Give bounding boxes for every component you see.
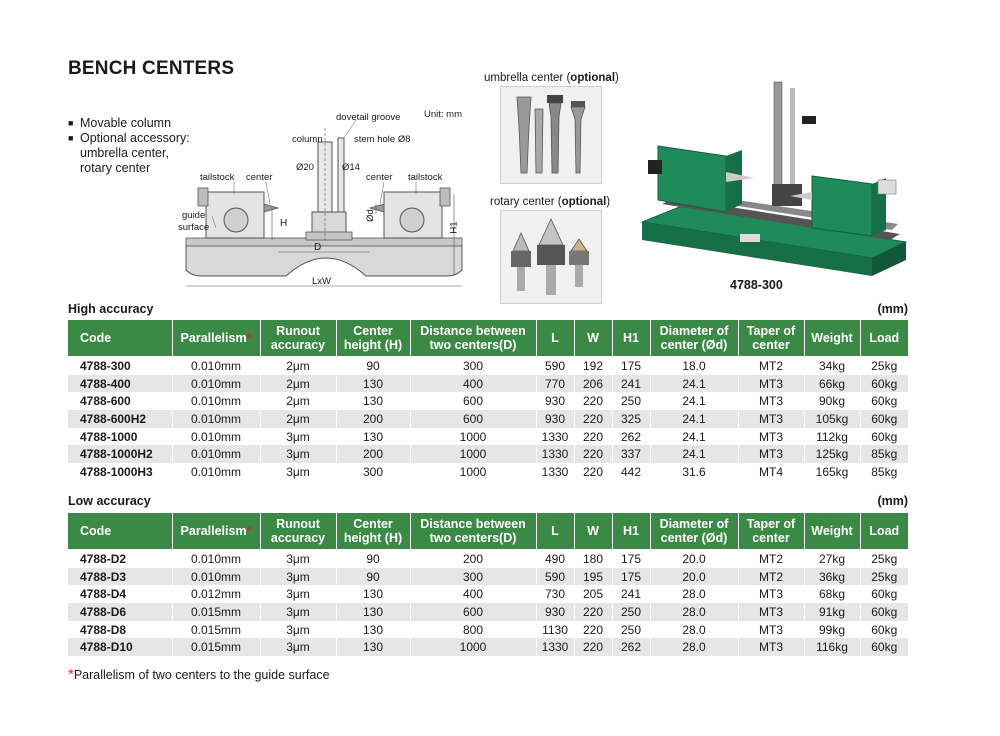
label-text: center (Ød) <box>660 338 728 352</box>
table-cell: 250 <box>612 603 650 621</box>
model-code-cell: 4788-D2 <box>68 550 172 568</box>
label-phi14: Ø14 <box>342 162 360 173</box>
table-cell: 130 <box>336 375 410 393</box>
table-cell: 85kg <box>860 463 908 481</box>
header-L: L <box>536 320 574 357</box>
table-cell: 24.1 <box>650 428 738 446</box>
table-cell: 165kg <box>804 463 860 481</box>
table-cell: MT2 <box>738 357 804 375</box>
label-surface: surface <box>178 222 210 233</box>
header-runout <box>260 513 336 550</box>
table-cell: 0.015mm <box>172 603 260 621</box>
table-cell: 91kg <box>804 603 860 621</box>
table-row <box>68 638 908 656</box>
table-cell: 24.1 <box>650 410 738 428</box>
model-code-cell: 4788-600 <box>68 392 172 410</box>
high-accuracy-table <box>68 320 908 481</box>
header-taper <box>738 320 804 357</box>
label-text: Distance between <box>420 324 526 338</box>
label-text: Parallelism <box>180 331 247 345</box>
table-cell: 175 <box>612 568 650 586</box>
table-cell: 250 <box>612 392 650 410</box>
table-cell: 0.010mm <box>172 445 260 463</box>
table-cell: 90kg <box>804 392 860 410</box>
table-cell: 220 <box>574 392 612 410</box>
header-diameter <box>650 513 738 550</box>
table-cell: 60kg <box>860 428 908 446</box>
table-cell: 3μm <box>260 603 336 621</box>
label-text: height (H) <box>343 338 403 352</box>
table-cell: 0.010mm <box>172 550 260 568</box>
header-load: Load <box>860 320 908 357</box>
label-dovetail: dovetail groove <box>336 112 401 123</box>
table-cell: 300 <box>336 463 410 481</box>
bench-center-diagram <box>176 108 472 298</box>
feature-list <box>68 116 190 176</box>
label-text: optional <box>570 72 616 84</box>
model-code-cell: 4788-1000H3 <box>68 463 172 481</box>
model-code-cell: 4788-400 <box>68 375 172 393</box>
header-distance <box>410 513 536 550</box>
label-text: optional <box>561 196 607 208</box>
table-cell: 262 <box>612 638 650 656</box>
table-cell: 0.010mm <box>172 357 260 375</box>
table-cell: 27kg <box>804 550 860 568</box>
label-text: Taper of <box>746 324 796 338</box>
header-center-height <box>336 320 410 357</box>
table-cell: 241 <box>612 375 650 393</box>
table-cell: 60kg <box>860 410 908 428</box>
table-cell: 0.010mm <box>172 428 260 446</box>
label-H: H <box>280 218 288 229</box>
model-code-cell: 4788-D4 <box>68 585 172 603</box>
product-model-caption: 4788-300 <box>730 278 783 292</box>
table-row <box>68 550 908 568</box>
table-cell: 200 <box>410 550 536 568</box>
table-cell: 28.0 <box>650 638 738 656</box>
table-row <box>68 621 908 639</box>
table-cell: 1330 <box>536 463 574 481</box>
table-cell: 300 <box>410 568 536 586</box>
table-cell: 600 <box>410 392 536 410</box>
table-cell: 28.0 <box>650 621 738 639</box>
label-text: Parallelism <box>180 524 247 538</box>
table-cell: 0.015mm <box>172 638 260 656</box>
table-cell: 1130 <box>536 621 574 639</box>
table-cell: 0.015mm <box>172 621 260 639</box>
table-cell: 930 <box>536 410 574 428</box>
table-cell: 205 <box>574 585 612 603</box>
table-cell: 590 <box>536 568 574 586</box>
table-cell: 0.010mm <box>172 568 260 586</box>
table-cell: 220 <box>574 603 612 621</box>
header-diameter <box>650 320 738 357</box>
table-cell: 220 <box>574 428 612 446</box>
header-code: Code <box>68 320 172 357</box>
table-cell: 112kg <box>804 428 860 446</box>
header-weight: Weight <box>804 320 860 357</box>
table-cell: MT3 <box>738 428 804 446</box>
table-cell: 206 <box>574 375 612 393</box>
table-cell: 130 <box>336 585 410 603</box>
feature-item <box>68 131 190 146</box>
table-cell: MT2 <box>738 568 804 586</box>
table-cell: 220 <box>574 410 612 428</box>
table-row <box>68 357 908 375</box>
model-code-cell: 4788-600H2 <box>68 410 172 428</box>
table-cell: 0.010mm <box>172 410 260 428</box>
label-D: D <box>314 242 322 253</box>
page-title: BENCH CENTERS <box>68 58 235 79</box>
label-text: Diameter of <box>659 324 729 338</box>
table-cell: 195 <box>574 568 612 586</box>
header-H1: H1 <box>612 513 650 550</box>
table-cell: 300 <box>410 357 536 375</box>
asterisk-icon: * <box>68 666 74 683</box>
label-center-left: center <box>246 172 273 183</box>
table-cell: 180 <box>574 550 612 568</box>
label-text: Center <box>353 517 393 531</box>
table-cell: 60kg <box>860 638 908 656</box>
table-cell: MT3 <box>738 585 804 603</box>
model-code-cell: 4788-D3 <box>68 568 172 586</box>
diagram-unit: Unit: mm <box>424 109 462 120</box>
table-cell: 60kg <box>860 603 908 621</box>
table-cell: 2μm <box>260 357 336 375</box>
table-cell: MT3 <box>738 445 804 463</box>
table-cell: 90 <box>336 357 410 375</box>
table-cell: 3μm <box>260 638 336 656</box>
table-cell: MT3 <box>738 392 804 410</box>
high-accuracy-title: High accuracy <box>68 302 154 316</box>
label-d: Ød <box>364 209 376 222</box>
table-row <box>68 463 908 481</box>
table-cell: 60kg <box>860 392 908 410</box>
table-cell: 337 <box>612 445 650 463</box>
table-cell: 24.1 <box>650 375 738 393</box>
table-cell: 60kg <box>860 375 908 393</box>
table-cell: 175 <box>612 550 650 568</box>
label-text: center (Ød) <box>660 531 728 545</box>
table-cell: 28.0 <box>650 603 738 621</box>
label-text: Center <box>353 324 393 338</box>
table-cell: 1330 <box>536 638 574 656</box>
model-code-cell: 4788-1000 <box>68 428 172 446</box>
table-cell: 28.0 <box>650 585 738 603</box>
label-text: * <box>246 331 252 345</box>
table-cell: 24.1 <box>650 392 738 410</box>
table-cell: 3μm <box>260 463 336 481</box>
table-cell: 200 <box>336 410 410 428</box>
table-cell: 31.6 <box>650 463 738 481</box>
table-cell: 220 <box>574 445 612 463</box>
table-cell: 2μm <box>260 410 336 428</box>
table-header-row <box>68 513 908 550</box>
table-cell: 1000 <box>410 428 536 446</box>
label-stem: stem hole Ø8 <box>354 134 411 145</box>
table-cell: 220 <box>574 621 612 639</box>
table-cell: 241 <box>612 585 650 603</box>
header-load: Load <box>860 513 908 550</box>
table-cell: 0.010mm <box>172 392 260 410</box>
low-accuracy-table <box>68 513 908 656</box>
table-cell: 3μm <box>260 568 336 586</box>
feature-text: rotary center <box>80 161 151 175</box>
model-code-cell: 4788-D8 <box>68 621 172 639</box>
table-cell: 1000 <box>410 445 536 463</box>
rotary-center-label <box>490 196 610 208</box>
table-cell: 490 <box>536 550 574 568</box>
table-cell: 800 <box>410 621 536 639</box>
label-text: Runout <box>276 517 320 531</box>
table-cell: MT3 <box>738 375 804 393</box>
label-text: Runout <box>276 324 320 338</box>
table-cell: 125kg <box>804 445 860 463</box>
table-cell: 400 <box>410 375 536 393</box>
header-center-height <box>336 513 410 550</box>
table-row <box>68 428 908 446</box>
table-cell: 1330 <box>536 428 574 446</box>
table-cell: 1000 <box>410 463 536 481</box>
table-cell: 20.0 <box>650 568 738 586</box>
table-cell: 3μm <box>260 445 336 463</box>
diagram-drawing <box>176 108 472 298</box>
table-cell: 400 <box>410 585 536 603</box>
table-cell: MT2 <box>738 550 804 568</box>
table-cell: 36kg <box>804 568 860 586</box>
label-guide: guide <box>182 210 206 221</box>
label-text: ) <box>606 196 611 208</box>
header-parallelism <box>172 320 260 357</box>
table-header-row <box>68 320 908 357</box>
table-cell: 130 <box>336 638 410 656</box>
table-cell: 25kg <box>860 357 908 375</box>
label-text: * <box>246 524 252 538</box>
table-cell: 442 <box>612 463 650 481</box>
model-code-cell: 4788-D10 <box>68 638 172 656</box>
model-code-cell: 4788-1000H2 <box>68 445 172 463</box>
high-accuracy-unit: (mm) <box>877 302 908 316</box>
header-taper <box>738 513 804 550</box>
table-row <box>68 392 908 410</box>
table-cell: 3μm <box>260 621 336 639</box>
table-cell: 3μm <box>260 550 336 568</box>
table-cell: 90 <box>336 550 410 568</box>
label-text: height (H) <box>343 531 403 545</box>
table-cell: 175 <box>612 357 650 375</box>
table-cell: MT4 <box>738 463 804 481</box>
header-H1: H1 <box>612 320 650 357</box>
table-cell: 600 <box>410 603 536 621</box>
label-text: umbrella center ( <box>484 72 571 84</box>
table-cell: MT3 <box>738 621 804 639</box>
model-code-cell: 4788-300 <box>68 357 172 375</box>
header-runout <box>260 320 336 357</box>
label-center-right: center <box>366 172 393 183</box>
bullet-icon: ■ <box>68 118 74 128</box>
table-cell: 0.012mm <box>172 585 260 603</box>
table-cell: 66kg <box>804 375 860 393</box>
header-L: L <box>536 513 574 550</box>
table-cell: 105kg <box>804 410 860 428</box>
label-tailstock-left: tailstock <box>200 172 235 183</box>
label-text: accuracy <box>270 531 326 545</box>
table-cell: 590 <box>536 357 574 375</box>
feature-text: Optional accessory: <box>80 131 190 145</box>
label-LxW: LxW <box>312 276 331 287</box>
table-cell: 200 <box>336 445 410 463</box>
header-code: Code <box>68 513 172 550</box>
table-cell: MT3 <box>738 603 804 621</box>
table-cell: 2μm <box>260 392 336 410</box>
table-cell: 192 <box>574 357 612 375</box>
table-cell: 0.010mm <box>172 463 260 481</box>
table-cell: 220 <box>574 463 612 481</box>
table-cell: 20.0 <box>650 550 738 568</box>
table-cell: 262 <box>612 428 650 446</box>
bullet-icon: ■ <box>68 133 74 143</box>
table-cell: 730 <box>536 585 574 603</box>
table-cell: 130 <box>336 428 410 446</box>
table-cell: 1000 <box>410 638 536 656</box>
feature-text: umbrella center, <box>80 146 169 160</box>
label-text: accuracy <box>270 338 326 352</box>
table-cell: 130 <box>336 603 410 621</box>
header-weight: Weight <box>804 513 860 550</box>
table-cell: 1330 <box>536 445 574 463</box>
table-cell: 220 <box>574 638 612 656</box>
product-photo <box>622 72 918 284</box>
header-W: W <box>574 320 612 357</box>
table-cell: 250 <box>612 621 650 639</box>
table-cell: 68kg <box>804 585 860 603</box>
table-row <box>68 585 908 603</box>
table-cell: 3μm <box>260 428 336 446</box>
table-cell: 930 <box>536 603 574 621</box>
label-text: two centers(D) <box>429 338 517 352</box>
label-text: ) <box>615 72 619 84</box>
table-cell: 25kg <box>860 550 908 568</box>
footnote <box>68 666 330 683</box>
table-cell: 18.0 <box>650 357 738 375</box>
table-cell: 25kg <box>860 568 908 586</box>
table-cell: 130 <box>336 621 410 639</box>
table-cell: MT3 <box>738 638 804 656</box>
umbrella-center-photo <box>500 86 602 184</box>
table-row <box>68 375 908 393</box>
model-code-cell: 4788-D6 <box>68 603 172 621</box>
table-cell: 24.1 <box>650 445 738 463</box>
table-cell: MT3 <box>738 410 804 428</box>
table-row <box>68 603 908 621</box>
label-text: Distance between <box>420 517 526 531</box>
table-row <box>68 568 908 586</box>
table-cell: 325 <box>612 410 650 428</box>
label-text: center <box>752 531 790 545</box>
table-cell: 0.010mm <box>172 375 260 393</box>
table-cell: 60kg <box>860 621 908 639</box>
label-tailstock-right: tailstock <box>408 172 443 183</box>
table-cell: 2μm <box>260 375 336 393</box>
table-row <box>68 445 908 463</box>
low-accuracy-unit: (mm) <box>877 494 908 508</box>
label-text: Diameter of <box>659 517 729 531</box>
table-cell: 60kg <box>860 585 908 603</box>
header-W: W <box>574 513 612 550</box>
table-cell: 116kg <box>804 638 860 656</box>
table-cell: 930 <box>536 392 574 410</box>
header-parallelism <box>172 513 260 550</box>
footnote-text: Parallelism of two centers to the guide surface <box>73 668 330 682</box>
label-text: rotary center ( <box>490 196 562 208</box>
label-text: two centers(D) <box>429 531 517 545</box>
table-cell: 85kg <box>860 445 908 463</box>
label-H1: H1 <box>448 221 460 234</box>
label-column: column <box>292 134 323 145</box>
table-cell: 600 <box>410 410 536 428</box>
label-phi20: Ø20 <box>296 162 314 173</box>
table-cell: 770 <box>536 375 574 393</box>
rotary-center-photo <box>500 210 602 304</box>
table-row <box>68 410 908 428</box>
table-cell: 90 <box>336 568 410 586</box>
label-text: Taper of <box>746 517 796 531</box>
table-cell: 3μm <box>260 585 336 603</box>
table-cell: 34kg <box>804 357 860 375</box>
low-accuracy-title: Low accuracy <box>68 494 151 508</box>
table-cell: 130 <box>336 392 410 410</box>
umbrella-center-label <box>484 72 619 84</box>
table-cell: 99kg <box>804 621 860 639</box>
feature-item <box>68 116 190 131</box>
header-distance <box>410 320 536 357</box>
feature-text: Movable column <box>80 116 172 130</box>
label-text: center <box>752 338 790 352</box>
